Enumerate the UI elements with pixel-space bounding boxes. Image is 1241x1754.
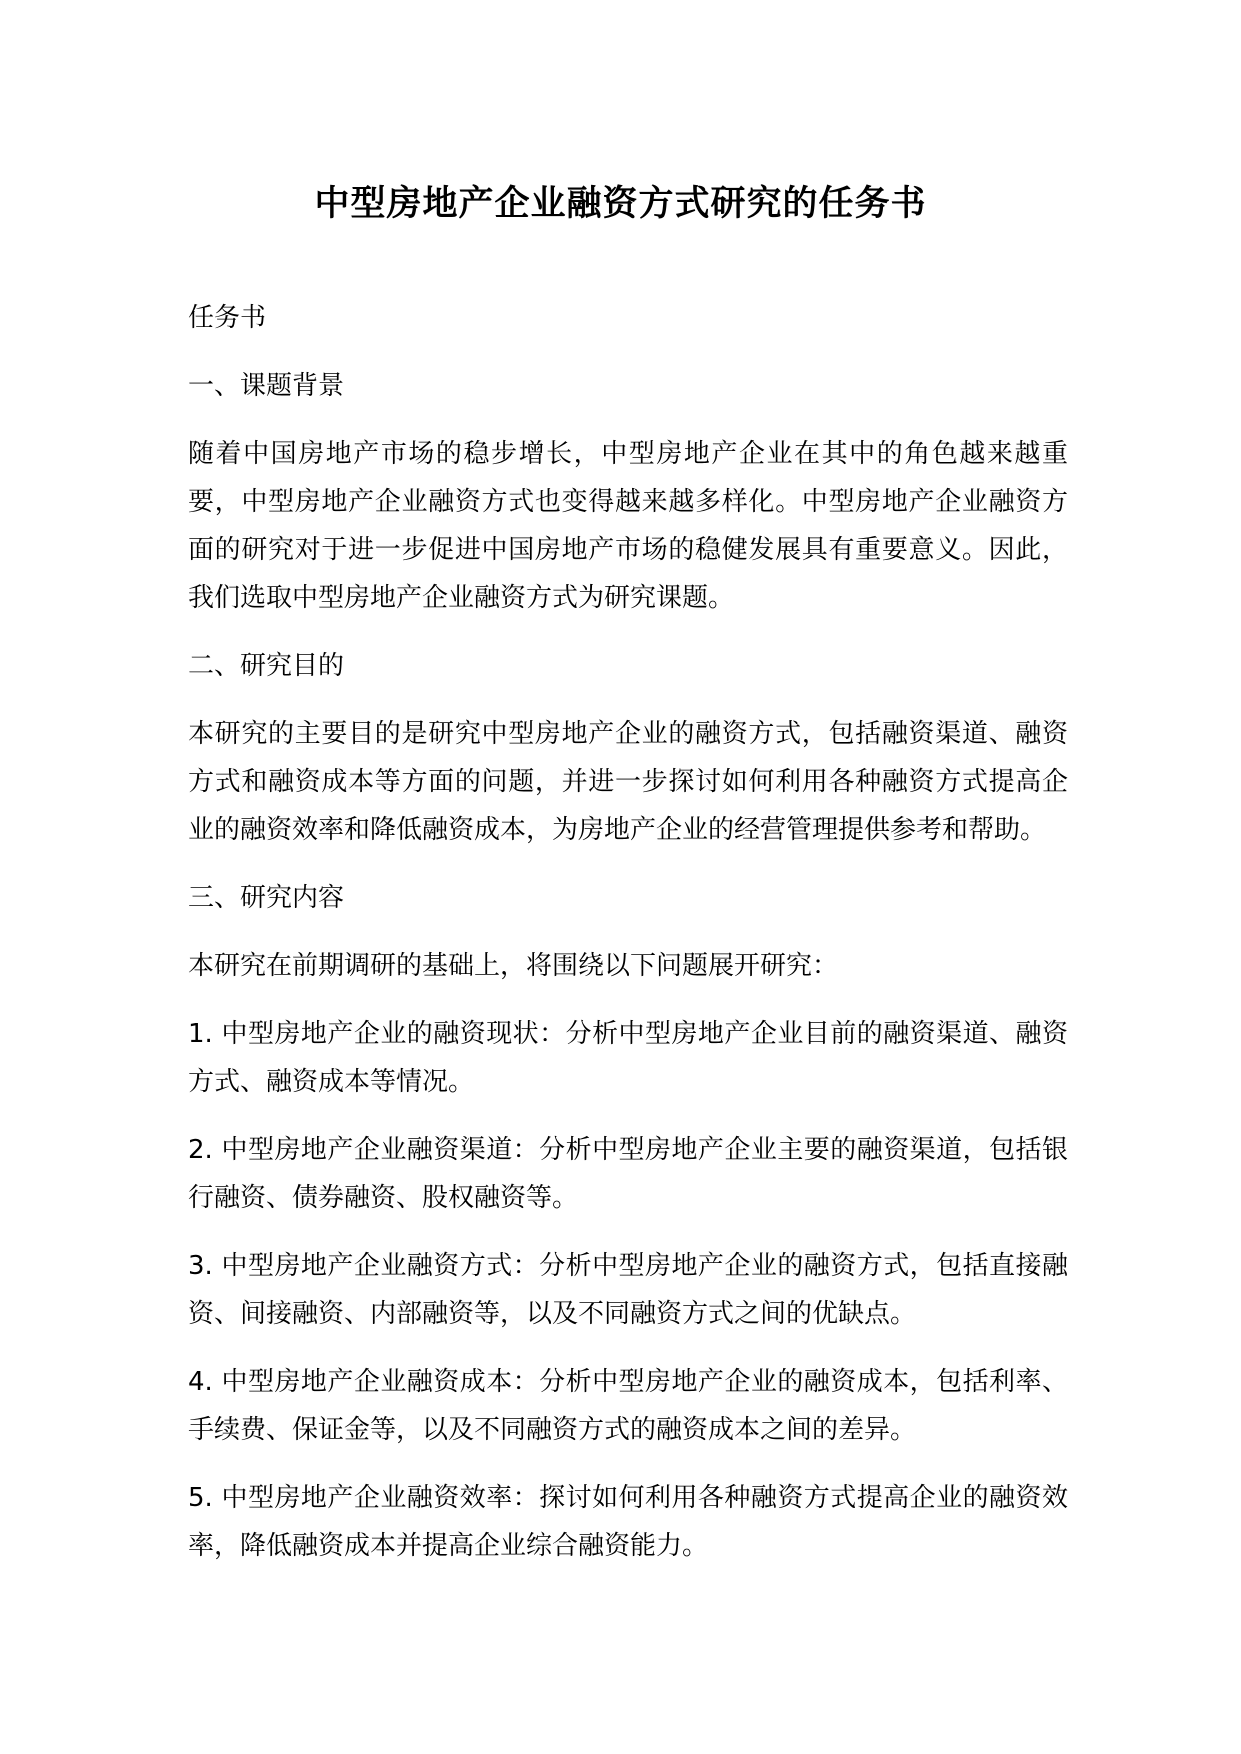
document-title: 中型房地产企业融资方式研究的任务书 [314,184,927,224]
section-heading-background: 一、课题背景 [188,371,345,401]
content-list-item: 4. 中型房地产企业融资成本：分析中型房地产企业的融资成本，包括利率、手续费、保证金等，以及不同融资方式的融资成本之间的差异。 [188,1367,1068,1445]
content-list-item: 1. 中型房地产企业的融资现状：分析中型房地产企业目前的融资渠道、融资方式、融资成本等情况。 [188,1019,1068,1097]
content-list-item: 2. 中型房地产企业融资渠道：分析中型房地产企业主要的融资渠道，包括银行融资、债券融资、股权融资等。 [188,1135,1068,1213]
purpose-paragraph: 本研究的主要目的是研究中型房地产企业的融资方式，包括融资渠道、融资方式和融资成本等方面的问题，并进一步探讨如何利用各种融资方式提高企业的融资效率和降低融资成本，为房地产企业的经营管理提供参考和帮助。 [188,719,1068,845]
section-heading-purpose: 二、研究目的 [188,651,345,681]
document-label: 任务书 [188,303,267,333]
content-list-item: 5. 中型房地产企业融资效率：探讨如何利用各种融资方式提高企业的融资效率，降低融资成本并提高企业综合融资能力。 [188,1483,1068,1561]
section-heading-content: 三、研究内容 [188,883,345,913]
document-body [188,294,1068,1590]
content-intro-paragraph: 本研究在前期调研的基础上，将围绕以下问题展开研究： [188,951,839,981]
background-paragraph: 随着中国房地产市场的稳步增长，中型房地产企业在其中的角色越来越重要，中型房地产企业融资方式也变得越来越多样化。中型房地产企业融资方面的研究对于进一步促进中国房地产市场的稳健发展具有重要意义。因此，我们选取中型房地产企业融资方式为研究课题。 [188,439,1068,613]
content-list-item: 3. 中型房地产企业融资方式：分析中型房地产企业的融资方式，包括直接融资、间接融资、内部融资等，以及不同融资方式之间的优缺点。 [188,1251,1068,1329]
